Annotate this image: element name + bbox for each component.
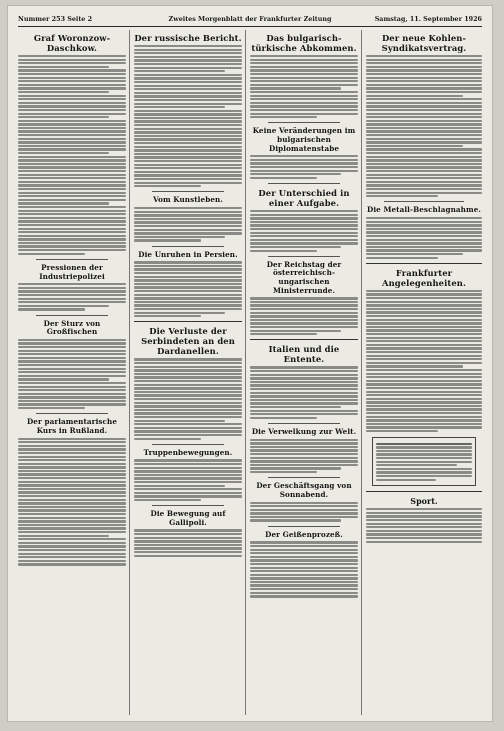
column-2 bbox=[134, 30, 242, 715]
article-headline: Die Unruhen in Persien. bbox=[138, 249, 238, 259]
article-body bbox=[18, 283, 126, 310]
newspaper-title: Zweites Morgenblatt der Frankfurter Zeitung bbox=[168, 15, 332, 23]
article-body bbox=[250, 366, 358, 419]
column-1 bbox=[18, 30, 126, 715]
article-headline: Der Reichstag der österreichisch-ungarischen Ministerrunde. bbox=[266, 259, 342, 295]
article-body bbox=[250, 55, 358, 118]
article-body bbox=[134, 207, 242, 242]
column-rule bbox=[129, 30, 130, 715]
article-body bbox=[250, 439, 358, 474]
column-3 bbox=[250, 30, 358, 715]
article-headline: Der parlamentarische Kurs in Rußland. bbox=[26, 417, 118, 435]
article-body bbox=[250, 297, 358, 335]
masthead bbox=[18, 12, 482, 27]
article-headline: Italien und die Entente. bbox=[268, 344, 340, 365]
article-headline: Die Verwelkung zur Welt. bbox=[251, 427, 357, 437]
article-body bbox=[366, 217, 482, 259]
column-4 bbox=[366, 30, 482, 715]
article-headline: Der Geißenprozeß. bbox=[265, 529, 343, 539]
article-body bbox=[134, 529, 242, 556]
issue-date: Samstag, 11. September 1926 bbox=[374, 15, 482, 23]
article-body bbox=[134, 358, 242, 439]
article-headline: Frankfurter Angelegenheiten. bbox=[382, 267, 466, 288]
article-body bbox=[134, 459, 242, 501]
article-headline: Pressionen der Industriepolizei bbox=[39, 262, 105, 281]
article-body bbox=[134, 261, 242, 317]
article-body bbox=[366, 508, 482, 543]
article-headline: Der Unterschied in einer Aufgabe. bbox=[258, 188, 350, 209]
article-body bbox=[250, 210, 358, 252]
article-body bbox=[18, 55, 126, 255]
article-headline: Der Sturz von Großfischen bbox=[43, 318, 101, 337]
article-headline: Truppenbewegungen. bbox=[143, 447, 233, 457]
article-headline: Sport. bbox=[410, 496, 438, 507]
issue-number: Nummer 253 Seite 2 bbox=[18, 15, 93, 23]
article-body bbox=[18, 339, 126, 410]
article-headline: Der russische Bericht. bbox=[134, 33, 242, 43]
article-body bbox=[134, 45, 242, 187]
newspaper-page bbox=[8, 6, 492, 721]
article-headline: Der neue Kohlen-Syndikatsvertrag. bbox=[381, 33, 467, 53]
article-headline: Vom Kunstleben. bbox=[153, 195, 223, 205]
article-body bbox=[366, 290, 482, 432]
column-rule bbox=[361, 30, 362, 715]
article-body bbox=[250, 502, 358, 522]
article-body bbox=[18, 438, 126, 566]
article-headline: Die Metall-Beschlagnahme. bbox=[367, 205, 481, 215]
column-rule bbox=[245, 30, 246, 715]
article-headline: Graf Woronzow-Daschkow. bbox=[33, 33, 111, 53]
article-headline: Die Verluste der Serbindeten an den Dardanellen. bbox=[141, 326, 235, 357]
article-body bbox=[250, 155, 358, 179]
article-body bbox=[366, 55, 482, 197]
article-headline: Der Geschäftsgang von Sonnabend. bbox=[256, 481, 352, 499]
article-headline: Die Bewegung auf Gallipoli. bbox=[150, 509, 226, 527]
article-body bbox=[250, 541, 358, 597]
article-headline: Keine Veränderungen im bulgarischen Diplomatenstabe bbox=[252, 126, 356, 153]
article-headline: Das bulgarisch-türkische Abkommen. bbox=[251, 33, 357, 53]
announcement-box bbox=[372, 437, 476, 486]
